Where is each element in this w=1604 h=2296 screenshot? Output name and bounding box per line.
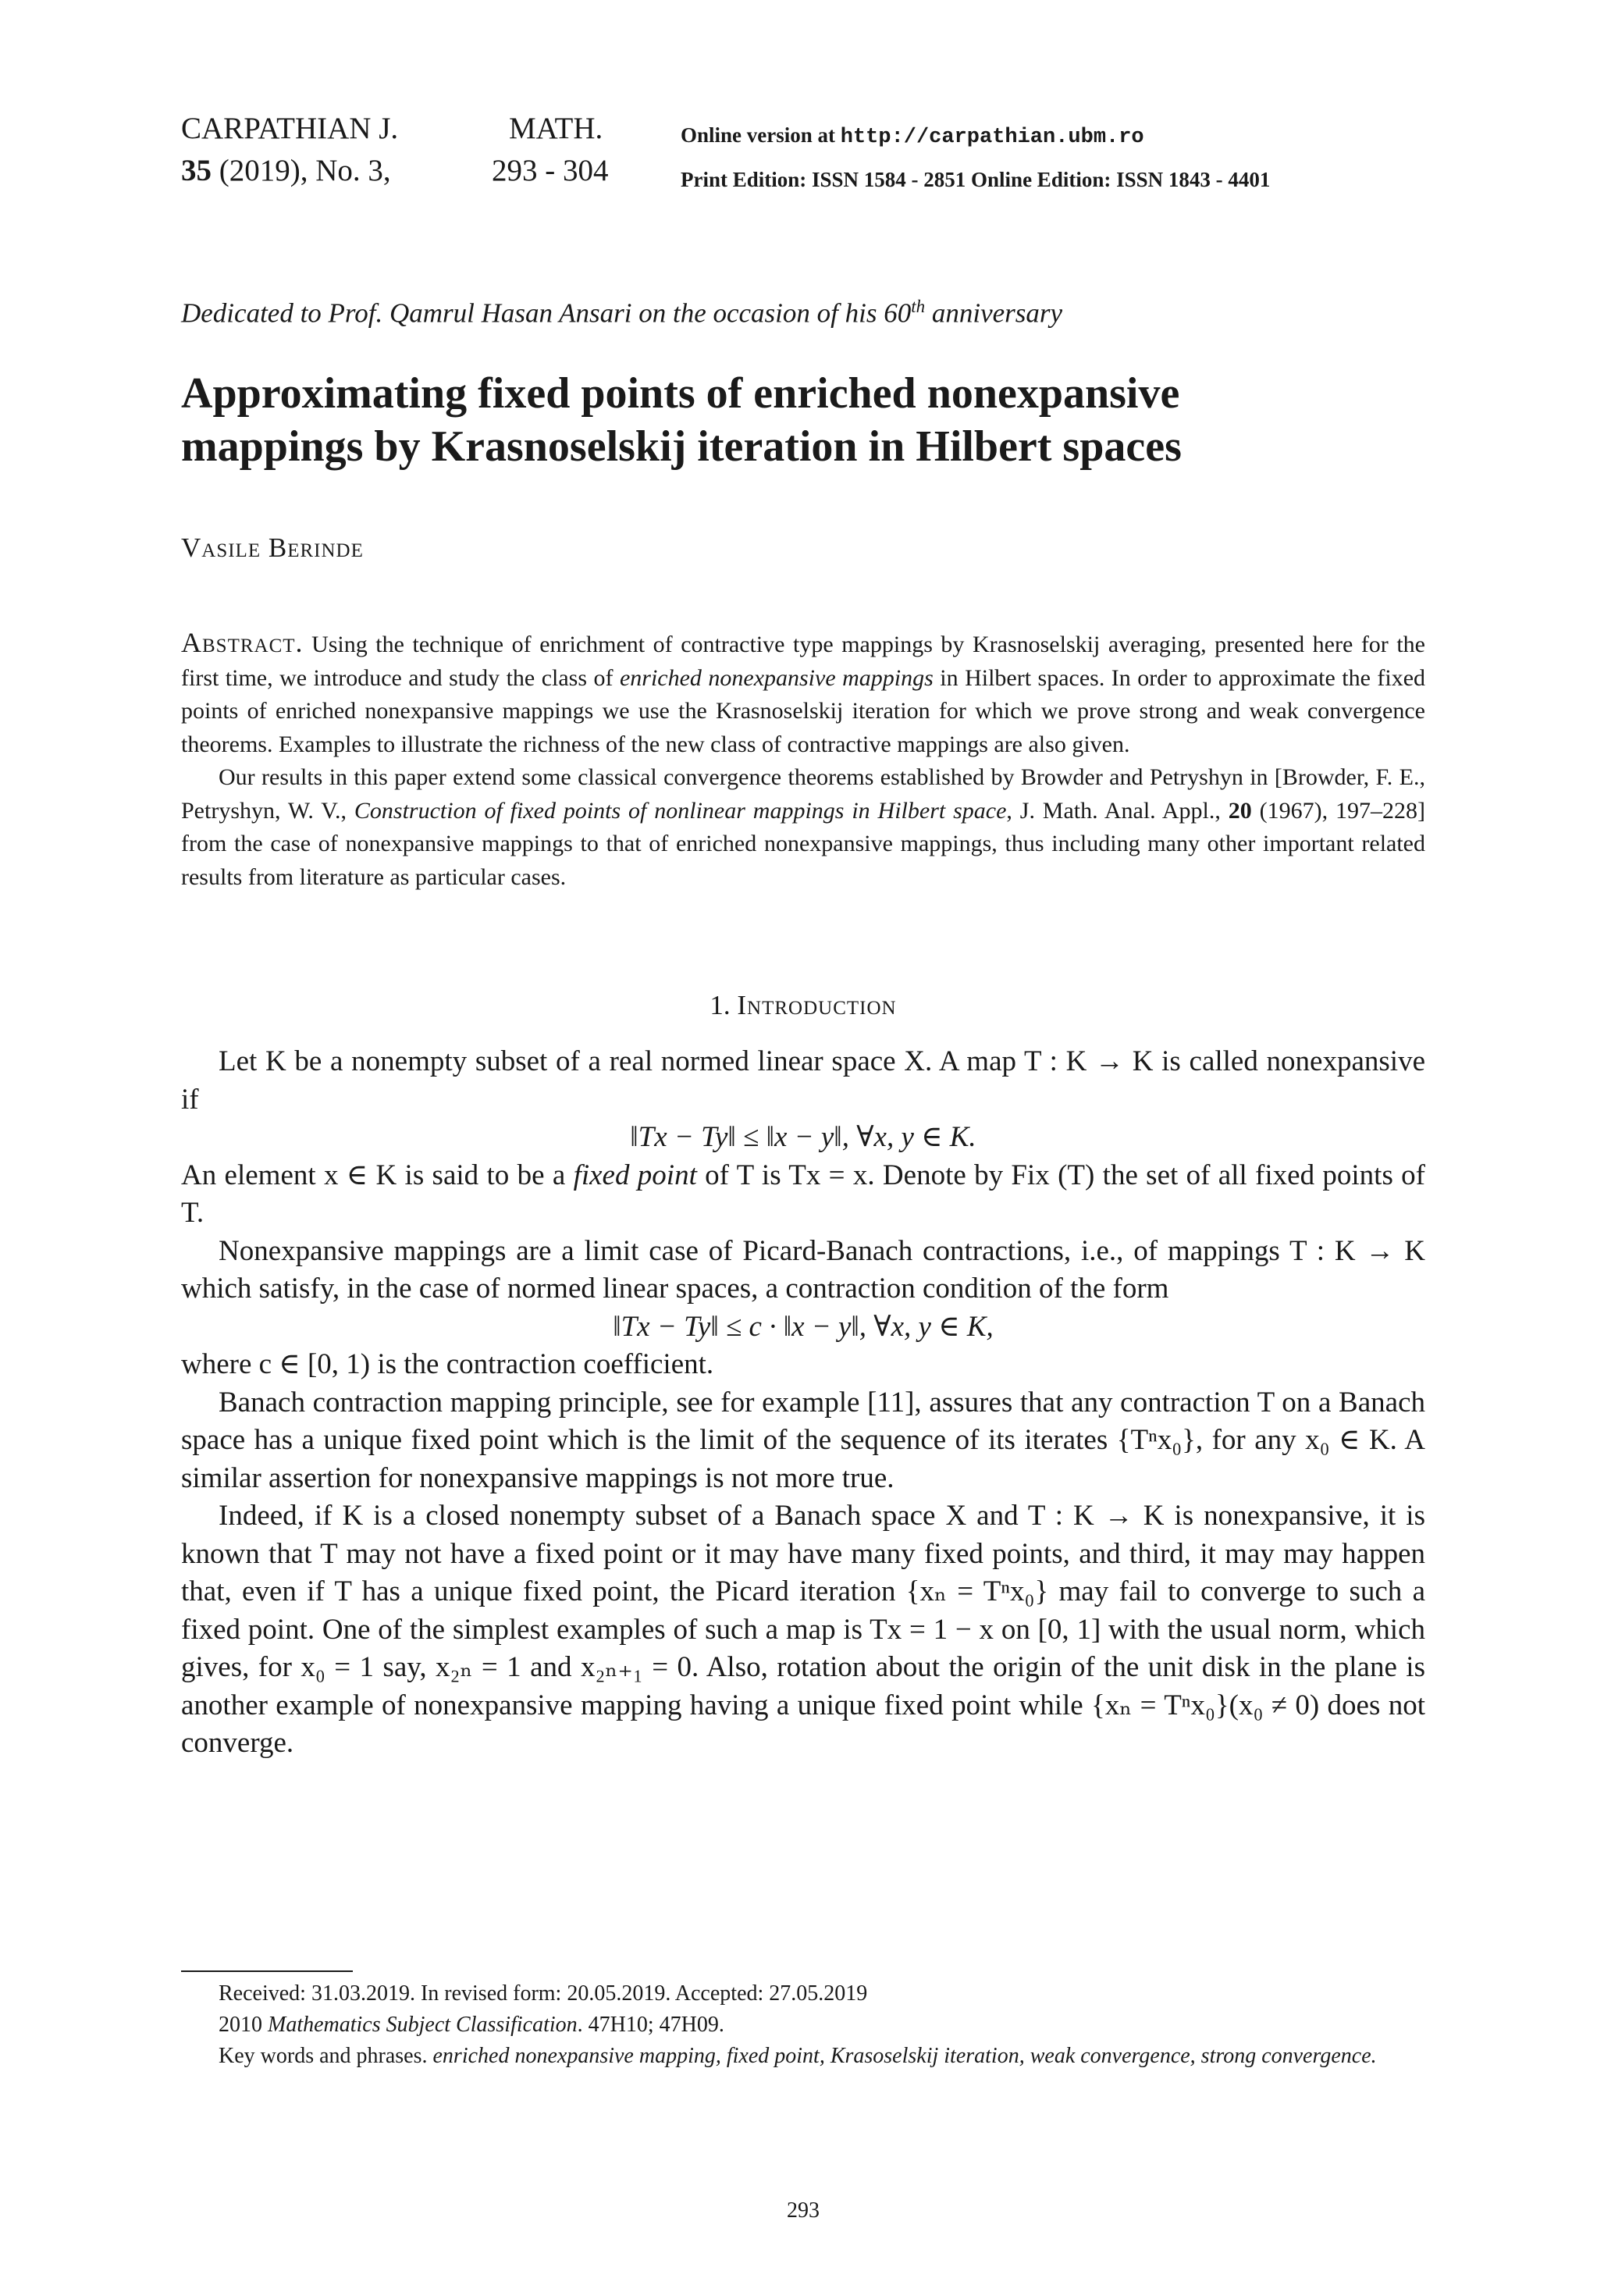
journal-volume: 35: [181, 154, 212, 187]
journal-name: CARPATHIAN J.: [181, 112, 399, 145]
dedication: Dedicated to Prof. Qamrul Hasan Ansari on the occasion of his 60th anniversary: [181, 297, 1063, 329]
equation-nonexpansive: ‖Tx − Ty‖ ≤ ‖x − y‖, ∀x, y ∈ K.: [630, 1121, 976, 1153]
abstract-paragraph-1: Abstract. Using the technique of enrichment of contractive type mappings by Krasnoselskij averaging, presented here for the first time, we introduce and study the class of enriched nonexpansive mappings in Hilbert spaces. In order to approximate the fixed points of enriched nonexpansive mappings we use the Krasnoselskij iteration for which we prove strong and weak convergence theorems. Examples to illustrate the richness of the new class of contractive mappings are also given.: [181, 627, 1426, 757]
page-number: 293: [787, 2198, 820, 2223]
footnote-rule: [181, 1970, 353, 1972]
journal-issue: 35 (2019), No. 3,: [181, 154, 391, 187]
body-paragraph: An element x ∈ K is said to be a fixed point of T is Tx = x. Denote by Fix (T) the set of all fixed points of T.: [181, 1159, 1426, 1229]
journal-pages: 293 - 304: [492, 154, 609, 187]
author-name: Vasile Berinde: [181, 532, 364, 563]
online-url-link[interactable]: http://carpathian.ubm.ro: [840, 126, 1144, 149]
journal-header: [181, 108, 1425, 194]
abstract-label: Abstract.: [181, 627, 304, 658]
title-line-2: mappings by Krasnoselskij iteration in Hilbert spaces: [181, 422, 1182, 471]
issn-line: Print Edition: ISSN 1584 - 2851 Online Edition: ISSN 1843 - 4401: [681, 168, 1271, 191]
journal-name-block: [181, 108, 398, 192]
body-text: [181, 1043, 1425, 1763]
abstract-paragraph-2: Our results in this paper extend some classical convergence theorems established by Browder and Petryshyn in [Browder, F. E., Petryshyn, W. V., Construction of fixed points of nonlinear mappings in Hilbert space, J. Math. Anal. Appl., 20 (1967), 197–228] from the case of nonexpansive mappings to that of enriched nonexpansive mappings, thus including many other important related results from literature as particular cases.: [181, 764, 1425, 890]
equation-contraction: ‖Tx − Ty‖ ≤ c · ‖x − y‖, ∀x, y ∈ K,: [613, 1310, 994, 1343]
journal-edition-info: [681, 114, 1270, 201]
journal-math-block: [492, 108, 609, 192]
online-version: Online version at http://carpathian.ubm.ro: [681, 123, 1144, 149]
journal-math-label: MATH.: [509, 112, 603, 145]
body-paragraph: Nonexpansive mappings are a limit case of Picard-Banach contractions, i.e., of mappings T : K → K which satisfy, in the case of normed linear spaces, a contraction condition of the form: [181, 1234, 1425, 1305]
body-paragraph: Banach contraction mapping principle, see for example [11], assures that any contraction T on a Banach space has a unique fixed point which is the limit of the sequence of its iterates {Tⁿx₀}, for any x₀ ∈ K. A similar assertion for nonexpansive mappings is not more true.: [181, 1386, 1425, 1494]
body-paragraph: where c ∈ [0, 1) is the contraction coefficient.: [181, 1348, 714, 1380]
title-line-1: Approximating fixed points of enriched nonexpansive: [181, 369, 1180, 418]
footnotes: [181, 1978, 1425, 2072]
footnote-keywords: Key words and phrases. enriched nonexpansive mapping, fixed point, Krasoselskij iteration, weak convergence, strong convergence.: [219, 2044, 1377, 2068]
paper-title: [181, 367, 1425, 473]
body-paragraph: Indeed, if K is a closed nonempty subset of a Banach space X and T : K → K is nonexpansive, it is known that T may not have a fixed point or it may have many fixed points, and third, it may may happen that, even if T has a unique fixed point, the Picard iteration {xₙ = Tⁿx₀} may fail to converge to such a fixed point. One of the simplest examples of such a map is Tx = 1 − x on [0, 1] with the usual norm, which gives, for x₀ = 1 say, x₂ₙ = 1 and x₂ₙ₊₁ = 0. Also, rotation about the origin of the unit disk in the plane is another example of nonexpansive mapping having a unique fixed point while {xₙ = Tⁿx₀}(x₀ ≠ 0) does not converge.: [181, 1500, 1425, 1759]
body-paragraph: Let K be a nonempty subset of a real normed linear space X. A map T : K → K is called nonexpansive if: [181, 1045, 1425, 1116]
abstract: [181, 626, 1425, 894]
paper-page: [181, 0, 1425, 2296]
footnote-msc: 2010 Mathematics Subject Classification. 47H10; 47H09.: [219, 2013, 724, 2037]
footnote-received: Received: 31.03.2019. In revised form: 20.05.2019. Accepted: 27.05.2019: [219, 1981, 868, 2006]
section-heading-introduction: 1. Introduction: [710, 990, 897, 1020]
